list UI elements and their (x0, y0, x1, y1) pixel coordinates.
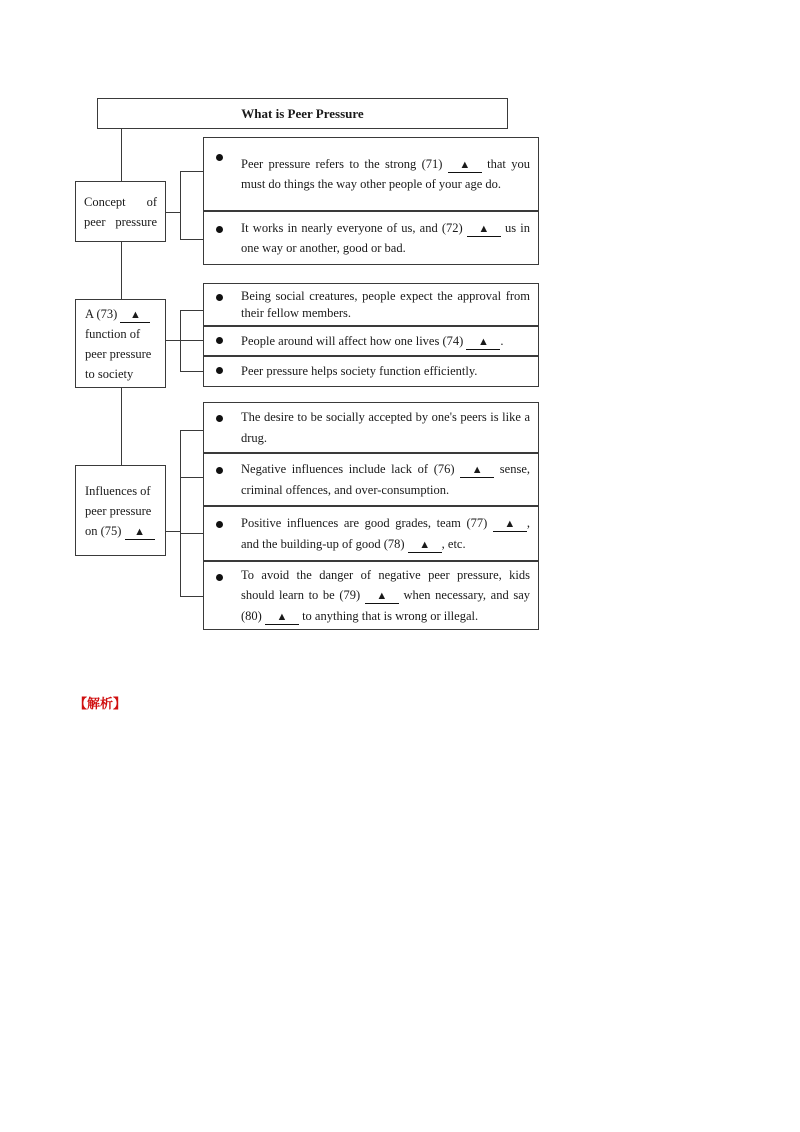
trunk-line-1 (121, 129, 122, 181)
item-text-part: , and the building-up of good (78) (241, 516, 530, 551)
category-influences-label (85, 481, 157, 541)
branch-tick-3d (180, 596, 203, 597)
blank-79: ▲ (365, 589, 399, 604)
branch-tick-2b (180, 340, 203, 341)
trunk-line-3 (121, 388, 122, 465)
item-text-part: that you must do things the way other people of your age do. (241, 156, 530, 191)
item-text (241, 513, 530, 554)
item-text (241, 218, 530, 259)
influences-item-4 (203, 561, 539, 630)
item-text (241, 459, 530, 500)
item-text-part: sense, criminal offences, and over-consumption. (241, 462, 530, 497)
concept-item-1 (203, 137, 539, 211)
blank-78: ▲ (408, 538, 442, 553)
item-text-part: It works in nearly everyone of us, and (72) (241, 220, 467, 235)
branch-tick-3b (180, 477, 203, 478)
blank-80: ▲ (265, 610, 299, 625)
label-text: function of peer pressure to society (85, 326, 152, 381)
bullet-icon (216, 521, 223, 528)
bullet-icon (216, 294, 223, 301)
branch-stub-1 (166, 212, 180, 213)
diagram-title: What is Peer Pressure (97, 98, 508, 129)
category-influences (75, 465, 166, 556)
function-item-2 (203, 326, 539, 356)
branch-tick-3c (180, 533, 203, 534)
item-text: Being social creatures, people expect the approval from their fellow members. (241, 288, 530, 320)
bullet-icon (216, 467, 223, 474)
item-text-part: Peer pressure refers to the strong (71) (241, 156, 448, 171)
function-item-1 (203, 283, 539, 326)
branch-tick-1b (180, 239, 203, 240)
blank-76: ▲ (460, 463, 494, 478)
bullet-icon (216, 337, 223, 344)
item-text: The desire to be socially accepted by one's peers is like a drug. (241, 410, 530, 445)
trunk-line-2 (121, 242, 122, 299)
influences-item-3 (203, 506, 539, 561)
item-text-part: to anything that is wrong or illegal. (298, 608, 479, 623)
item-text (241, 565, 530, 627)
blank-75: ▲ (125, 525, 155, 540)
category-function (75, 299, 166, 388)
branch-tick-1a (180, 171, 203, 172)
bullet-icon (216, 367, 223, 374)
branch-tick-2c (180, 371, 203, 372)
item-text-part: Negative influences include lack of (76) (241, 462, 461, 476)
bullet-icon (216, 415, 223, 422)
item-text-part: us in one way or another, good or bad. (241, 220, 531, 255)
item-text (241, 331, 530, 352)
branch-stub-2 (166, 340, 180, 341)
function-item-3 (203, 356, 539, 387)
category-concept (75, 181, 166, 242)
item-text-part: Positive influences are good grades, team (77) (241, 516, 493, 530)
label-text: Influences of peer pressure on (75) (85, 483, 152, 538)
analysis-heading: 【解析】 (74, 697, 127, 712)
blank-74: ▲ (466, 335, 500, 350)
branch-vertical-1 (180, 171, 181, 239)
blank-72: ▲ (467, 222, 501, 237)
branch-stub-3 (166, 531, 180, 532)
label-text: A (73) (85, 306, 121, 321)
concept-item-2 (203, 211, 539, 265)
item-text-part: , etc. (441, 536, 466, 551)
blank-73: ▲ (120, 308, 150, 323)
item-text-part: People around will affect how one lives (74) (241, 333, 467, 348)
item-text-part: when necessary, and say (80) (241, 588, 531, 623)
blank-77: ▲ (493, 517, 527, 532)
branch-tick-3a (180, 430, 203, 431)
bullet-icon (216, 226, 223, 233)
bullet-icon (216, 574, 223, 581)
item-text: Peer pressure helps society function efficiently. (241, 364, 478, 379)
item-text (241, 154, 530, 195)
influences-item-1 (203, 402, 539, 453)
item-text-part: . (500, 333, 504, 348)
branch-tick-2a (180, 310, 203, 311)
category-function-label (85, 304, 157, 384)
influences-item-2 (203, 453, 539, 506)
branch-vertical-3 (180, 430, 181, 597)
blank-71: ▲ (448, 158, 482, 173)
category-concept-label: Concept of peer pressure (84, 194, 157, 229)
bullet-icon (216, 154, 223, 161)
item-text-part: To avoid the danger of negative peer pressure, kids should learn to be (79) (241, 567, 530, 603)
